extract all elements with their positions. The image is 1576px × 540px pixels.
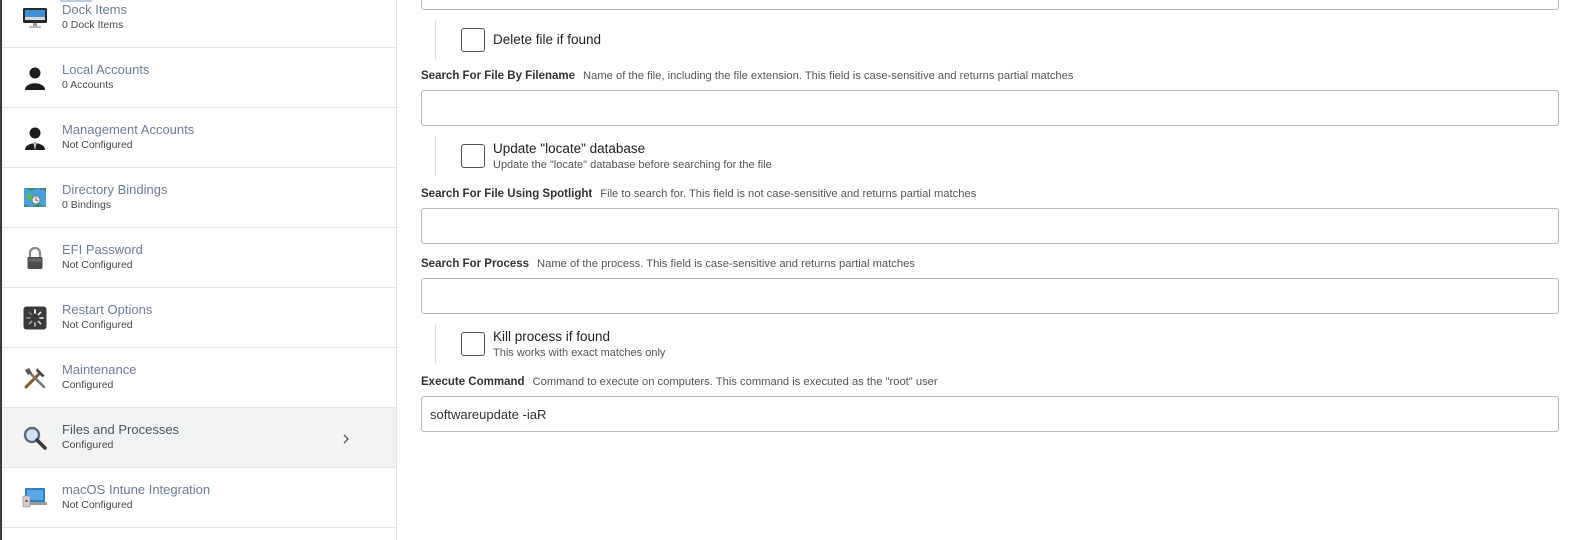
search-spotlight-help: File to search for. This field is not case-sensitive and returns partial matches bbox=[600, 188, 977, 200]
previous-field-input[interactable] bbox=[421, 0, 1559, 10]
sidebar-item-label: Local Accounts bbox=[62, 62, 150, 77]
search-process-help: Name of the process. This field is case-sensitive and returns partial matches bbox=[537, 258, 915, 270]
user-suit-icon bbox=[21, 124, 49, 152]
execute-command-help: Command to execute on computers. This command is executed as the "root" user bbox=[532, 376, 938, 388]
sidebar-item-status: Not Configured bbox=[62, 499, 133, 511]
search-process-title: Search For Process bbox=[421, 258, 530, 270]
execute-command-label bbox=[421, 376, 938, 388]
user-silhouette-icon bbox=[21, 64, 49, 92]
tools-icon bbox=[21, 364, 49, 392]
sidebar-item-efi-password[interactable] bbox=[2, 228, 397, 288]
padlock-icon bbox=[21, 244, 49, 272]
files-and-processes-panel bbox=[397, 0, 1576, 540]
sidebar-item-restart-options[interactable] bbox=[2, 288, 397, 348]
search-filename-label bbox=[421, 70, 1073, 82]
update-locate-label: Update "locate" database bbox=[493, 141, 646, 156]
search-spotlight-title: Search For File Using Spotlight bbox=[421, 188, 593, 200]
sidebar-item-maintenance[interactable] bbox=[2, 348, 397, 408]
kill-process-label: Kill process if found bbox=[493, 329, 611, 344]
option-rail bbox=[435, 324, 436, 364]
update-locate-checkbox[interactable] bbox=[461, 144, 485, 168]
sidebar-item-label: Maintenance bbox=[62, 362, 137, 377]
sidebar-item-label: Dock Items bbox=[62, 2, 128, 17]
update-locate-option bbox=[435, 136, 1335, 176]
delete-file-label: Delete file if found bbox=[493, 32, 602, 47]
sidebar-item-local-accounts[interactable] bbox=[2, 48, 397, 108]
sidebar-item-status: Configured bbox=[62, 439, 114, 451]
sidebar-item-status: Configured bbox=[62, 379, 114, 391]
delete-file-option bbox=[435, 20, 1335, 60]
execute-command-title: Execute Command bbox=[421, 376, 525, 388]
sidebar-item-dock-items[interactable] bbox=[2, 0, 397, 48]
sidebar-item-label: Management Accounts bbox=[62, 122, 195, 137]
sidebar-item-management-accounts[interactable] bbox=[2, 108, 397, 168]
intune-laptop-icon bbox=[21, 484, 49, 512]
sidebar-item-status: Not Configured bbox=[62, 259, 133, 271]
kill-process-option bbox=[435, 324, 1335, 364]
sidebar-item-status: 0 Accounts bbox=[62, 79, 114, 91]
sidebar-item-label: macOS Intune Integration bbox=[62, 482, 211, 497]
sidebar-item-directory-bindings[interactable] bbox=[2, 168, 397, 228]
search-filename-help: Name of the file, including the file extension. This field is case-sensitive and returns partial matches bbox=[583, 70, 1074, 82]
search-spotlight-input[interactable] bbox=[421, 208, 1559, 244]
sidebar bbox=[0, 0, 397, 540]
sidebar-item-label: Restart Options bbox=[62, 302, 153, 317]
sidebar-item-label: Files and Processes bbox=[62, 422, 180, 437]
search-filename-input[interactable] bbox=[421, 90, 1559, 126]
sidebar-item-label: EFI Password bbox=[62, 242, 143, 257]
search-spotlight-label bbox=[421, 188, 976, 200]
update-locate-description: Update the "locate" database before searching for the file bbox=[493, 159, 772, 171]
sidebar-item-status: Not Configured bbox=[62, 319, 133, 331]
sidebar-item-status: 0 Dock Items bbox=[62, 19, 124, 31]
chevron-right-icon bbox=[341, 432, 351, 444]
monitor-icon bbox=[21, 4, 49, 32]
kill-process-description: This works with exact matches only bbox=[493, 347, 666, 359]
option-rail bbox=[435, 20, 436, 60]
sidebar-item-status: 0 Bindings bbox=[62, 199, 112, 211]
search-filename-title: Search For File By Filename bbox=[421, 70, 576, 82]
search-process-label bbox=[421, 258, 915, 270]
kill-process-checkbox[interactable] bbox=[461, 332, 485, 356]
sidebar-item-macos-intune-integration[interactable] bbox=[2, 468, 397, 528]
directory-map-icon bbox=[21, 184, 49, 212]
magnifier-icon bbox=[21, 424, 49, 452]
option-rail bbox=[435, 136, 436, 176]
search-process-input[interactable] bbox=[421, 278, 1559, 314]
sidebar-item-status: Not Configured bbox=[62, 139, 133, 151]
execute-command-input[interactable] bbox=[421, 396, 1559, 432]
delete-file-checkbox[interactable] bbox=[461, 28, 485, 52]
sidebar-item-files-and-processes[interactable] bbox=[2, 408, 397, 468]
sidebar-item-label: Directory Bindings bbox=[62, 182, 168, 197]
restart-spinner-icon bbox=[21, 304, 49, 332]
